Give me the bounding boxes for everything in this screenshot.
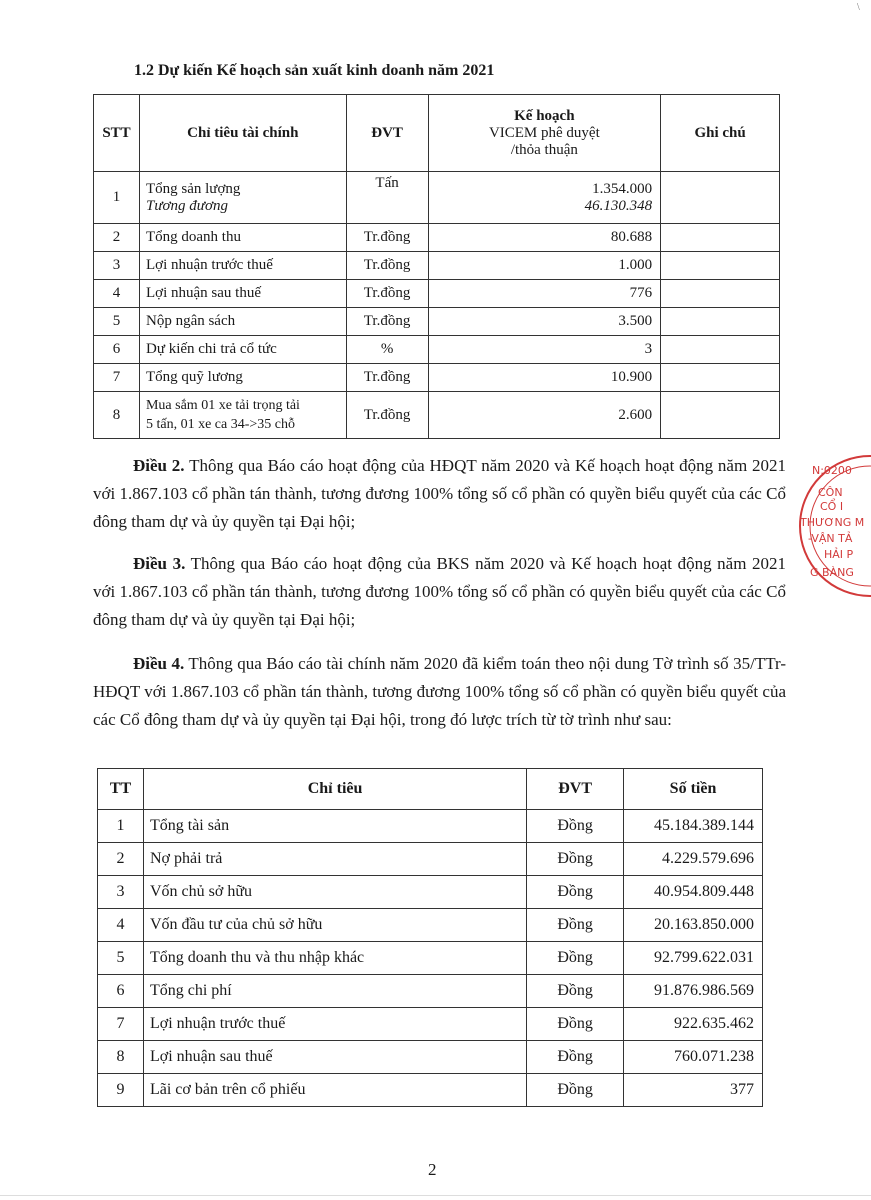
- fin-tt: 6: [98, 975, 144, 1008]
- fin-unit: Đồng: [527, 876, 624, 909]
- finance-table: [97, 768, 763, 1107]
- plan-note: [661, 308, 780, 336]
- fin-amount: 40.954.809.448: [624, 876, 763, 909]
- section-heading: 1.2 Dự kiến Kế hoạch sản xuất kinh doanh năm 2021: [134, 62, 495, 79]
- plan-unit: Tr.đồng: [346, 280, 428, 308]
- fin-indicator: Lợi nhuận trước thuế: [143, 1008, 526, 1041]
- plan-unit: Tr.đồng: [346, 252, 428, 280]
- fin-amount: 922.635.462: [624, 1008, 763, 1041]
- plan-header-plan: [428, 95, 661, 172]
- plan-stt: 4: [94, 280, 140, 308]
- fin-header-unit: ĐVT: [527, 769, 624, 810]
- fin-tt: 8: [98, 1041, 144, 1074]
- fin-indicator: Vốn đầu tư của chủ sở hữu: [143, 909, 526, 942]
- table-row: [94, 364, 780, 392]
- plan-indicator-line2: Tương đương: [145, 197, 228, 214]
- table-row: [94, 224, 780, 252]
- plan-value: 3: [428, 336, 661, 364]
- plan-unit: Tr.đồng: [346, 364, 428, 392]
- table-row: [94, 336, 780, 364]
- fin-indicator: Nợ phải trả: [143, 843, 526, 876]
- plan-value: 776: [428, 280, 661, 308]
- plan-indicator: [139, 172, 346, 224]
- plan-indicator: Nộp ngân sách: [139, 308, 346, 336]
- fin-unit: Đồng: [527, 909, 624, 942]
- fin-unit: Đồng: [527, 975, 624, 1008]
- plan-value: 1.000: [428, 252, 661, 280]
- fin-indicator: Lợi nhuận sau thuế: [143, 1041, 526, 1074]
- table-row: [94, 392, 780, 439]
- article-label: Điều 3.: [133, 554, 186, 573]
- plan-value: 2.600: [428, 392, 661, 439]
- plan-table-header: [94, 95, 780, 172]
- plan-indicator-line1: Mua sắm 01 xe tải trọng tải: [145, 398, 300, 413]
- plan-unit: Tr.đồng: [346, 392, 428, 439]
- article-text: Thông qua Báo cáo hoạt động của HĐQT năm 2020 và Kế hoạch hoạt động năm 2021 với 1.867.103 cổ phần tán thành, tương đương 100% tổng số cổ phần có quyền biểu quyết của các Cổ đông tham dự và ủy quyền tại Đại hội;: [93, 456, 786, 531]
- table-row: [98, 876, 763, 909]
- fin-unit: Đồng: [527, 810, 624, 843]
- plan-value-line2: 46.130.348: [584, 197, 653, 214]
- plan-note: [661, 392, 780, 439]
- plan-note: [661, 280, 780, 308]
- plan-header-unit: ĐVT: [346, 95, 428, 172]
- fin-tt: 7: [98, 1008, 144, 1041]
- article-label: Điều 4.: [133, 654, 185, 673]
- plan-stt: 8: [94, 392, 140, 439]
- fin-tt: 5: [98, 942, 144, 975]
- table-row: [98, 843, 763, 876]
- plan-indicator: Tổng quỹ lương: [139, 364, 346, 392]
- plan-header-line3: /thỏa thuận: [510, 141, 578, 158]
- plan-indicator: [139, 392, 346, 439]
- plan-table: [93, 94, 780, 439]
- table-row: [98, 1074, 763, 1107]
- plan-note: [661, 172, 780, 224]
- table-row: [98, 810, 763, 843]
- scan-edge: [0, 1195, 871, 1196]
- seal-text-line: -VẬN TẢ: [808, 532, 853, 545]
- plan-indicator: Lợi nhuận sau thuế: [139, 280, 346, 308]
- fin-unit: Đồng: [527, 942, 624, 975]
- fin-tt: 3: [98, 876, 144, 909]
- fin-amount: 91.876.986.569: [624, 975, 763, 1008]
- plan-header-title: Kế hoạch: [514, 107, 575, 124]
- plan-header-indicator: Chỉ tiêu tài chính: [139, 95, 346, 172]
- seal-text-line: N:0200: [812, 464, 852, 477]
- seal-text-line: HẢI P: [824, 548, 854, 561]
- plan-value: 80.688: [428, 224, 661, 252]
- plan-unit: Tr.đồng: [346, 224, 428, 252]
- company-seal: [790, 452, 871, 592]
- table-row: [94, 172, 780, 224]
- fin-amount: 20.163.850.000: [624, 909, 763, 942]
- seal-text-line: CỔ I: [820, 500, 844, 513]
- table-row: [98, 975, 763, 1008]
- plan-stt: 7: [94, 364, 140, 392]
- finance-table-body: [98, 810, 763, 1107]
- plan-unit: %: [346, 336, 428, 364]
- fin-unit: Đồng: [527, 843, 624, 876]
- seal-text-line: THƯƠNG M: [800, 516, 865, 529]
- plan-stt: 5: [94, 308, 140, 336]
- seal-text-line: G BÀNG: [810, 566, 854, 579]
- plan-indicator-line1: Tổng sản lượng: [145, 180, 241, 197]
- article-3: [93, 550, 786, 634]
- fin-indicator: Tổng chi phí: [143, 975, 526, 1008]
- article-text: Thông qua Báo cáo tài chính năm 2020 đã kiểm toán theo nội dung Tờ trình số 35/TTr-HĐQT với 1.867.103 cổ phần tán thành, tương đương 100% tổng số cổ phần có quyền biểu quyết của các Cổ đông tham dự và ủy quyền tại Đại hội, trong đó lược trích từ tờ trình như sau:: [93, 654, 786, 729]
- table-row: [94, 308, 780, 336]
- plan-indicator: Tổng doanh thu: [139, 224, 346, 252]
- fin-amount: 4.229.579.696: [624, 843, 763, 876]
- plan-unit: Tr.đồng: [346, 308, 428, 336]
- table-row: [98, 942, 763, 975]
- finance-table-header: [98, 769, 763, 810]
- page-number: 2: [428, 1160, 437, 1179]
- plan-note: [661, 224, 780, 252]
- article-2: [93, 452, 786, 536]
- plan-note: [661, 336, 780, 364]
- plan-stt: 2: [94, 224, 140, 252]
- fin-tt: 2: [98, 843, 144, 876]
- fin-unit: Đồng: [527, 1041, 624, 1074]
- fin-unit: Đồng: [527, 1074, 624, 1107]
- fin-amount: 377: [624, 1074, 763, 1107]
- fin-amount: 760.071.238: [624, 1041, 763, 1074]
- seal-text-line: CÔN: [818, 486, 843, 499]
- corner-mark-icon: \: [857, 2, 860, 13]
- fin-amount: 92.799.622.031: [624, 942, 763, 975]
- plan-note: [661, 252, 780, 280]
- fin-tt: 1: [98, 810, 144, 843]
- fin-amount: 45.184.389.144: [624, 810, 763, 843]
- fin-header-amount: Số tiền: [624, 769, 763, 810]
- plan-value-line1: 1.354.000: [592, 180, 653, 197]
- plan-value: 3.500: [428, 308, 661, 336]
- plan-stt: 1: [94, 172, 140, 224]
- article-label: Điều 2.: [133, 456, 185, 475]
- fin-tt: 9: [98, 1074, 144, 1107]
- table-row: [98, 1008, 763, 1041]
- plan-header-note: Ghi chú: [661, 95, 780, 172]
- plan-note: [661, 364, 780, 392]
- fin-header-tt: TT: [98, 769, 144, 810]
- fin-header-indicator: Chỉ tiêu: [143, 769, 526, 810]
- plan-stt: 3: [94, 252, 140, 280]
- plan-header-stt: STT: [94, 95, 140, 172]
- plan-stt: 6: [94, 336, 140, 364]
- fin-tt: 4: [98, 909, 144, 942]
- article-text: Thông qua Báo cáo hoạt động của BKS năm 2020 và Kế hoạch hoạt động năm 2021 với 1.867.103 cổ phần tán thành, tương đương 100% tổng số cổ phần có quyền biểu quyết của các Cổ đông tham dự và ủy quyền tại Đại hội;: [93, 554, 787, 629]
- plan-indicator-line2: 5 tấn, 01 xe ca 34->35 chỗ: [145, 417, 296, 432]
- fin-indicator: Tổng tài sản: [143, 810, 526, 843]
- fin-indicator: Tổng doanh thu và thu nhập khác: [143, 942, 526, 975]
- fin-indicator: Lãi cơ bản trên cổ phiếu: [143, 1074, 526, 1107]
- plan-unit: Tấn: [346, 172, 428, 224]
- plan-indicator: Lợi nhuận trước thuế: [139, 252, 346, 280]
- fin-unit: Đồng: [527, 1008, 624, 1041]
- table-row: [94, 252, 780, 280]
- table-row: [98, 1041, 763, 1074]
- plan-value: [428, 172, 661, 224]
- table-row: [94, 280, 780, 308]
- article-4: [93, 650, 786, 734]
- plan-indicator: Dự kiến chi trả cổ tức: [139, 336, 346, 364]
- plan-value: 10.900: [428, 364, 661, 392]
- fin-indicator: Vốn chủ sở hữu: [143, 876, 526, 909]
- plan-header-line2: VICEM phê duyệt: [488, 124, 600, 141]
- table-row: [98, 909, 763, 942]
